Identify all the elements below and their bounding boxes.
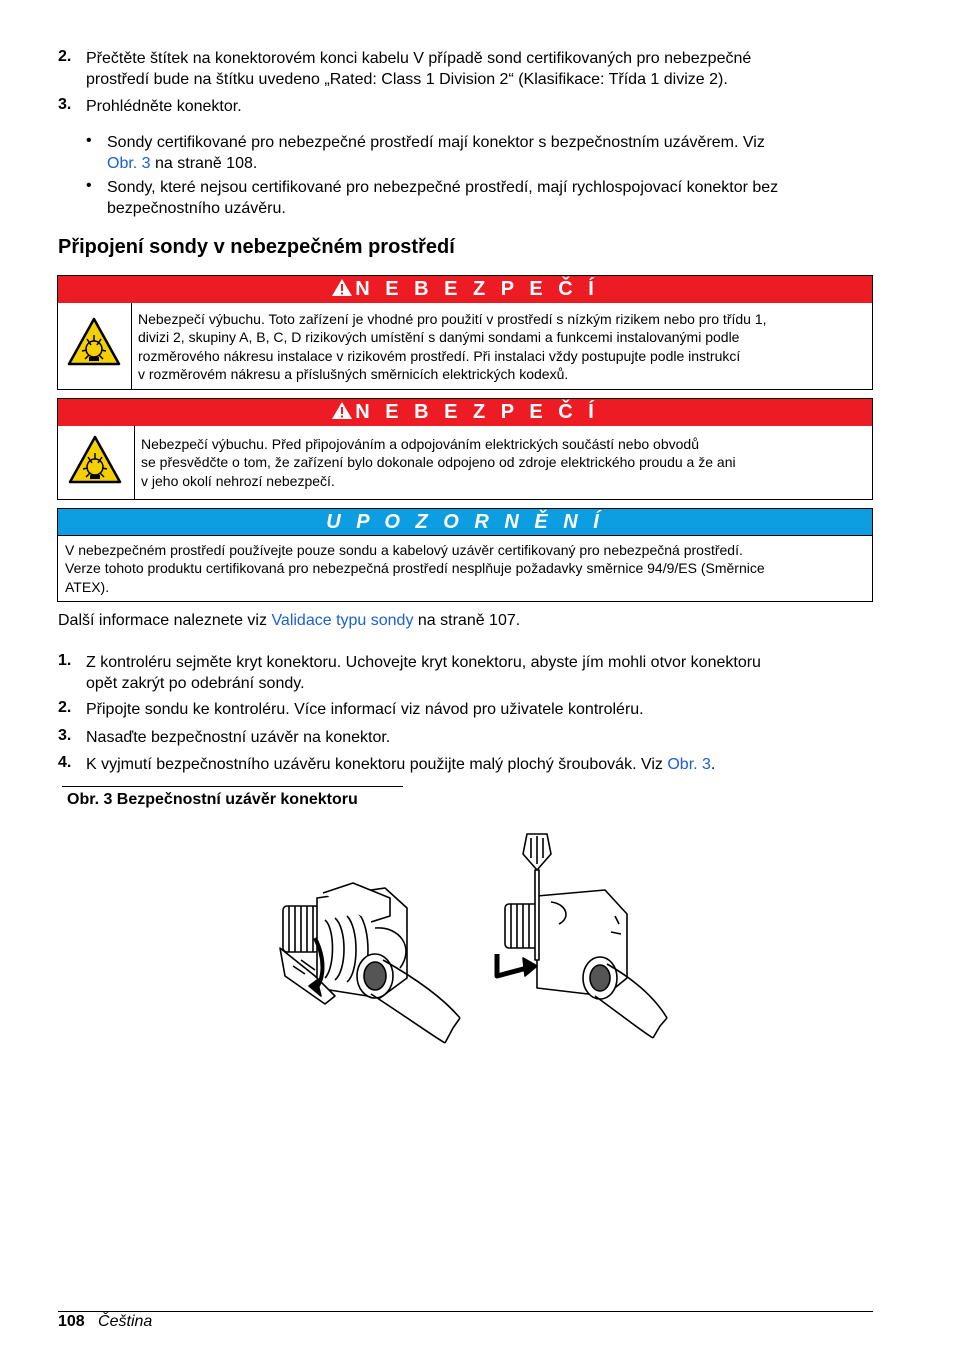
explosion-warning-icon	[67, 317, 121, 367]
danger-box-1	[57, 275, 873, 390]
step-text: Připojte sondu ke kontroléru. Více informací viz návod pro uživatele kontroléru.	[86, 701, 644, 718]
step-line: Přečtěte štítek na konektorovém konci kabelu V případě sond certifikovaných pro nebezpečné	[86, 50, 752, 67]
bullet-text	[107, 132, 765, 174]
figure-caption: Obr. 3 Bezpečnostní uzávěr konektoru	[67, 791, 358, 808]
step-text: Nasaďte bezpečnostní uzávěr na konektor.	[86, 729, 391, 746]
danger-box-2	[57, 398, 873, 500]
notice-line: Verze tohoto produktu certifikovaná pro nebezpečná prostředí nesplňuje požadavky směrnice 94/9/ES (Směrnice	[65, 560, 765, 577]
danger-title: N E B E Z P E Č Í	[355, 278, 599, 300]
bullet-mark: •	[86, 132, 92, 149]
danger-line: v jeho okolí nehrozí nebezpečí.	[141, 472, 335, 489]
step-line: prostředí bude na štítku uvedeno „Rated: Class 1 Division 2“ (Klasifikace: Třída 1 divize 2).	[86, 71, 728, 88]
warning-triangle-icon	[331, 401, 353, 420]
more-info-suffix: na straně 107.	[413, 612, 521, 629]
explosion-warning-icon	[68, 435, 122, 485]
step-number: 3.	[58, 96, 72, 113]
figure-link[interactable]: Obr. 3	[667, 756, 711, 773]
step-line: K vyjmutí bezpečnostního uzávěru konektoru použijte malý plochý šroubovák. Viz	[86, 756, 668, 773]
step-number: 3.	[58, 727, 72, 744]
danger-line: v rozměrovém nákresu a příslušných směrnicích elektrických kodexů.	[138, 365, 569, 382]
footer	[58, 1313, 152, 1331]
footer-language: Čeština	[98, 1313, 153, 1330]
warning-triangle-icon	[331, 278, 353, 297]
section-title: Připojení sondy v nebezpečném prostředí	[58, 236, 455, 258]
notice-line: V nebezpečném prostředí používejte pouze sondu a kabelový uzávěr certifikovaný pro nebezpečná prostředí.	[65, 542, 743, 558]
bullet-text	[107, 177, 778, 219]
validation-link[interactable]: Validace typu sondy	[271, 612, 414, 629]
step-number: 1.	[58, 652, 72, 669]
bullet-line: bezpečnostního uzávěru.	[107, 200, 286, 217]
danger-text	[141, 435, 736, 490]
step-text	[86, 652, 761, 694]
connector-safety-cap-illustration	[175, 828, 755, 1048]
bullet-line: Sondy, které nejsou certifikované pro nebezpečné prostředí, mají rychlospojovací konektor bez	[107, 179, 779, 196]
more-info	[58, 610, 520, 631]
notice-line: ATEX).	[65, 578, 110, 595]
step-number: 2.	[58, 48, 72, 65]
page-number: 108	[58, 1313, 85, 1330]
danger-line: se přesvědčte o tom, že zařízení bylo dokonale odpojeno od zdroje elektrického proudu a že ani	[141, 454, 736, 471]
step-text	[86, 48, 751, 90]
danger-line: Nebezpečí výbuchu. Toto zařízení je vhodné pro použití v prostředí s nízkým rizikem nebo pro třídu 1,	[138, 311, 767, 327]
more-info-prefix: Další informace naleznete viz	[58, 612, 272, 629]
danger-header	[58, 399, 872, 426]
notice-header: U P O Z O R N Ě N Í	[58, 509, 872, 535]
step-line: Z kontroléru sejměte kryt konektoru. Uchovejte kryt konektoru, abyste jím mohli otvor konektoru	[86, 654, 761, 671]
danger-header	[58, 276, 872, 303]
danger-title: N E B E Z P E Č Í	[355, 401, 599, 423]
step-text: Prohlédněte konektor.	[86, 98, 242, 115]
bullet-mark: •	[86, 177, 92, 194]
bullet-line	[107, 153, 765, 174]
danger-line: divizi 2, skupiny A, B, C, D rizikových umístění s danými sondami a funkcemi instalovanými podle	[138, 329, 740, 346]
step-number: 2.	[58, 699, 72, 716]
danger-text	[138, 310, 767, 383]
step-text	[86, 754, 715, 775]
figure-link[interactable]: Obr. 3	[107, 155, 151, 172]
bullet-line: Sondy certifikované pro nebezpečné prostředí mají konektor s bezpečnostním uzávěrem. Viz	[107, 134, 765, 151]
step-line: opět zakrýt po odebrání sondy.	[86, 675, 305, 692]
danger-line: rozměrového nákresu instalace v rizikovém prostředí. Při instalaci vždy postupujte podle instrukcí	[138, 347, 741, 364]
link-suffix: .	[710, 756, 716, 773]
danger-line: Nebezpečí výbuchu. Před připojováním a odpojováním elektrických součástí nebo obvodů	[141, 436, 699, 452]
notice-text	[65, 541, 765, 596]
notice-box	[57, 508, 873, 602]
link-suffix: na straně 108.	[150, 155, 258, 172]
step-number: 4.	[58, 754, 72, 771]
